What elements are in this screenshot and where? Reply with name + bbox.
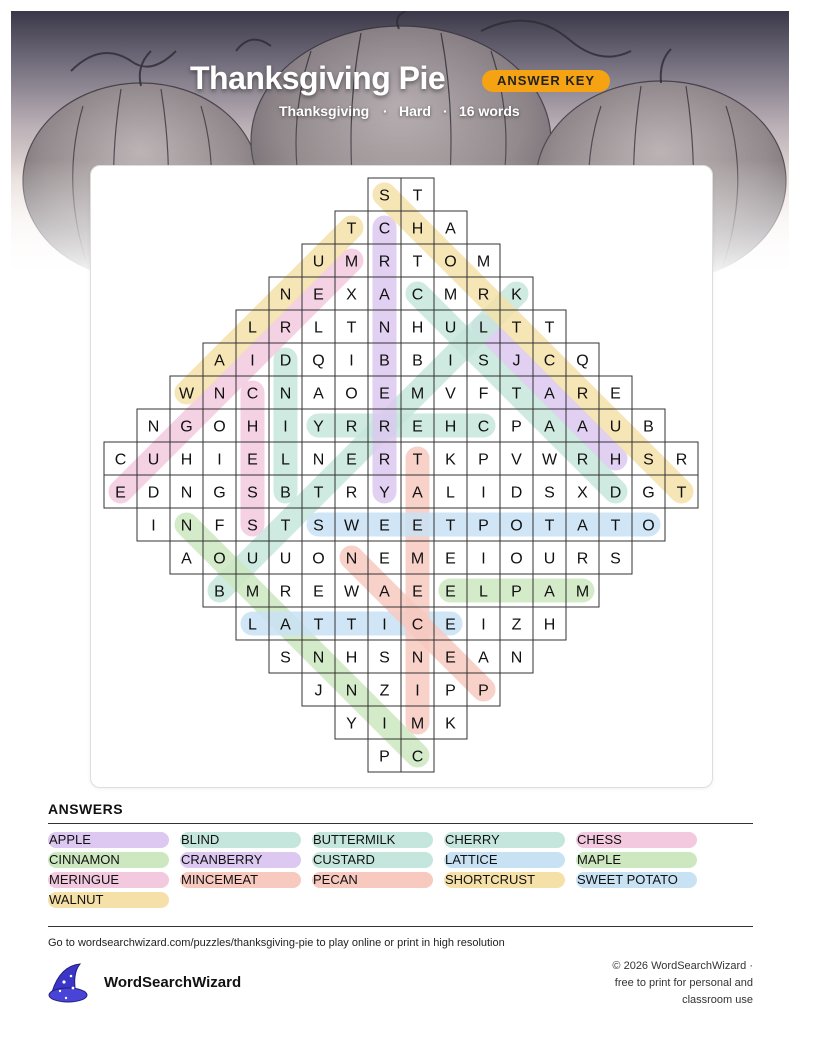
answer-word: WALNUT [48, 892, 169, 908]
grid-letter: F [214, 517, 225, 535]
grid-letter: T [412, 253, 423, 271]
grid-letter: B [280, 484, 291, 502]
grid-letter: S [610, 550, 621, 568]
grid-letter: C [543, 352, 556, 370]
grid-letter: U [279, 550, 292, 568]
grid-letter: R [576, 451, 589, 469]
grid-letter: I [382, 715, 387, 733]
grid-letter: K [511, 286, 522, 304]
answer-word: CUSTARD [312, 852, 433, 868]
grid-letter: R [378, 451, 391, 469]
grid-letter: A [379, 583, 390, 601]
footer-note: Go to wordsearchwizard.com/puzzles/thanksgiving-pie to play online or print in high resolution [48, 937, 505, 949]
grid-letter: T [544, 517, 555, 535]
answer-word: CRANBERRY [180, 852, 301, 868]
grid-letter: P [478, 517, 489, 535]
grid-letter: H [180, 451, 193, 469]
grid-letter: A [577, 418, 588, 436]
meta-word-count: 16 words [459, 103, 520, 119]
grid-letter: L [479, 319, 488, 337]
grid-letter: N [180, 484, 193, 502]
answer-word: BLIND [180, 832, 301, 848]
grid-letter: A [544, 418, 555, 436]
grid-letter: R [378, 418, 391, 436]
grid-letter: N [279, 385, 292, 403]
grid-letter: U [543, 550, 556, 568]
grid-letter: E [412, 517, 423, 535]
grid-letter: A [313, 385, 324, 403]
grid-letter: S [643, 451, 654, 469]
grid-letter: Y [346, 715, 357, 733]
answer-word: LATTICE [444, 852, 565, 868]
answer-word: APPLE [48, 832, 169, 848]
grid-letter: N [312, 649, 325, 667]
grid-letter: M [410, 715, 425, 733]
grid-letter: A [412, 484, 423, 502]
grid-letter: B [379, 352, 390, 370]
grid-letter: U [609, 418, 622, 436]
grid-letter: P [511, 418, 522, 436]
grid-letter: N [510, 649, 523, 667]
grid-letter: Z [379, 682, 390, 700]
grid-letter: A [544, 385, 555, 403]
grid-letter: H [246, 418, 259, 436]
grid-letter: J [512, 352, 521, 370]
answer-word: MINCEMEAT [180, 872, 301, 888]
grid-letter: E [445, 649, 456, 667]
grid-letter: T [280, 517, 291, 535]
grid-letter: N [213, 385, 226, 403]
grid-letter: M [245, 583, 260, 601]
grid-letter: M [575, 583, 590, 601]
answer-word: CHESS [576, 832, 697, 848]
grid-letter: Q [312, 352, 325, 370]
meta-separator: · [443, 103, 448, 119]
grid-letter: A [379, 286, 390, 304]
grid-letter: I [217, 451, 222, 469]
grid-letter: C [411, 616, 424, 634]
grid-letter: W [541, 451, 558, 469]
grid-letter: T [313, 616, 324, 634]
grid-letter: T [610, 517, 621, 535]
grid-letter: E [445, 616, 456, 634]
copyright-line: © 2026 WordSearchWizard · [612, 960, 753, 972]
grid-letter: S [379, 187, 390, 205]
grid-letter: N [180, 517, 193, 535]
answer-word: CINNAMON [48, 852, 169, 868]
grid-letter: H [411, 220, 424, 238]
answer-word: MERINGUE [48, 872, 169, 888]
grid-letter: R [576, 385, 589, 403]
grid-letter: P [478, 451, 489, 469]
grid-letter: S [478, 352, 489, 370]
grid-letter: O [444, 253, 457, 271]
grid-letter: Y [313, 418, 324, 436]
grid-letter: T [313, 484, 324, 502]
grid-letter: R [576, 550, 589, 568]
grid-letter: R [279, 583, 292, 601]
grid-letter: M [410, 550, 425, 568]
grid-letter: R [675, 451, 688, 469]
grid-letter: E [445, 550, 456, 568]
grid-letter: G [180, 418, 193, 436]
grid-letter: P [379, 748, 390, 766]
grid-letter: X [346, 286, 357, 304]
grid-letter: P [511, 583, 522, 601]
grid-letter: D [510, 484, 523, 502]
grid-letter: I [250, 352, 255, 370]
grid-letter: N [312, 451, 325, 469]
grid-letter: A [181, 550, 192, 568]
grid-letter: I [283, 418, 288, 436]
grid-letter: H [345, 649, 358, 667]
grid-letter: E [445, 583, 456, 601]
grid-letter: X [577, 484, 588, 502]
grid-letter: I [415, 682, 420, 700]
grid-letter: P [445, 682, 456, 700]
answer-key-badge: ANSWER KEY [482, 70, 610, 92]
answer-word: SHORTCRUST [444, 872, 565, 888]
grid-letter: I [382, 616, 387, 634]
grid-letter: E [115, 484, 126, 502]
grid-letter: B [643, 418, 654, 436]
grid-letter: I [481, 550, 486, 568]
grid-letter: B [214, 583, 225, 601]
grid-letter: N [345, 550, 358, 568]
answers-heading: ANSWERS [48, 801, 124, 817]
grid-letter: I [349, 352, 354, 370]
grid-letter: A [214, 352, 225, 370]
grid-letter: T [412, 451, 423, 469]
grid-letter: C [114, 451, 127, 469]
grid-letter: V [445, 385, 456, 403]
grid-letter: B [412, 352, 423, 370]
grid-letter: C [477, 418, 490, 436]
answer-word: CHERRY [444, 832, 565, 848]
grid-letter: N [147, 418, 160, 436]
grid-letter: E [610, 385, 621, 403]
grid-letter: E [379, 517, 390, 535]
grid-letter: A [478, 649, 489, 667]
grid-letter: R [378, 253, 391, 271]
grid-letter: L [248, 319, 257, 337]
grid-letter: K [445, 715, 456, 733]
grid-letter: H [609, 451, 622, 469]
grid-letter: N [345, 682, 358, 700]
grid-letter: S [247, 517, 258, 535]
grid-letter: V [511, 451, 522, 469]
grid-letter: M [443, 286, 458, 304]
grid-letter: G [213, 484, 226, 502]
grid-letter: E [313, 583, 324, 601]
grid-letter: D [147, 484, 160, 502]
grid-letter: Y [379, 484, 390, 502]
grid-letter: S [313, 517, 324, 535]
brand-name: WordSearchWizard [104, 974, 242, 991]
divider [48, 823, 753, 824]
grid-letter: G [642, 484, 655, 502]
grid-letter: O [510, 550, 523, 568]
grid-letter: U [312, 253, 325, 271]
grid-letter: R [345, 484, 358, 502]
grid-letter: R [345, 418, 358, 436]
grid-cells [104, 178, 698, 772]
grid-letter: D [279, 352, 292, 370]
grid-letter: T [346, 220, 357, 238]
grid-letter: L [281, 451, 290, 469]
grid-letter: L [446, 484, 455, 502]
grid-letter: E [346, 451, 357, 469]
grid-letter: T [445, 517, 456, 535]
grid-letter: N [378, 319, 391, 337]
grid-letter: W [343, 517, 360, 535]
grid-letter: T [346, 319, 357, 337]
grid-letter: I [481, 616, 486, 634]
grid-letter: S [280, 649, 291, 667]
grid-letter: C [411, 748, 424, 766]
answer-word: MAPLE [576, 852, 697, 868]
meta-difficulty: Hard [399, 103, 431, 119]
grid-letter: O [312, 550, 325, 568]
grid-letter: L [314, 319, 323, 337]
grid-letter: L [248, 616, 257, 634]
answer-word: PECAN [312, 872, 433, 888]
grid-letter: T [346, 616, 357, 634]
grid-letter: I [448, 352, 453, 370]
grid-letter: O [642, 517, 655, 535]
grid-letter: M [410, 385, 425, 403]
grid-letter: M [476, 253, 491, 271]
grid-letter: S [544, 484, 555, 502]
grid-letter: E [412, 418, 423, 436]
copyright-notice [560, 958, 753, 1009]
copyright-line: classroom use [682, 994, 753, 1006]
grid-letter: P [478, 682, 489, 700]
grid-letter: T [412, 187, 423, 205]
grid-letter: M [344, 253, 359, 271]
grid-letter: S [247, 484, 258, 502]
grid-letter: R [279, 319, 292, 337]
grid-letter: K [445, 451, 456, 469]
grid-letter: E [247, 451, 258, 469]
grid-letter: L [479, 583, 488, 601]
grid-letter: T [544, 319, 555, 337]
answer-word: BUTTERMILK [312, 832, 433, 848]
grid-letter: N [411, 649, 424, 667]
grid-letter: H [543, 616, 556, 634]
grid-letter: E [313, 286, 324, 304]
grid-letter: C [246, 385, 259, 403]
grid-letter: T [511, 319, 522, 337]
meta-separator: · [383, 103, 388, 119]
grid-letter: R [477, 286, 490, 304]
grid-letter: O [213, 418, 226, 436]
grid-letter: D [609, 484, 622, 502]
answer-word: SWEET POTATO [576, 872, 697, 888]
grid-letter: H [444, 418, 457, 436]
grid-letter: I [151, 517, 156, 535]
puzzle-title: Thanksgiving Pie [190, 60, 446, 96]
grid-letter: E [412, 583, 423, 601]
grid-letter: U [444, 319, 457, 337]
grid-letter: A [280, 616, 291, 634]
grid-letter: C [411, 286, 424, 304]
grid-letter: H [411, 319, 424, 337]
grid-letter: A [577, 517, 588, 535]
grid-letter: O [213, 550, 226, 568]
grid-letter: O [510, 517, 523, 535]
grid-letter: W [178, 385, 195, 403]
grid-letter: Z [511, 616, 522, 634]
grid-letter: W [343, 583, 360, 601]
grid-letter: J [314, 682, 323, 700]
grid-letter: C [378, 220, 391, 238]
grid-letter: T [676, 484, 687, 502]
grid-letter: U [147, 451, 160, 469]
meta-category: Thanksgiving [279, 103, 370, 119]
copyright-line: free to print for personal and [614, 977, 753, 989]
grid-letter: F [478, 385, 489, 403]
grid-letter: O [345, 385, 358, 403]
grid-letter: Q [576, 352, 589, 370]
grid-letter: E [379, 550, 390, 568]
grid-letter: A [445, 220, 456, 238]
grid-letter: N [279, 286, 292, 304]
grid-letter: U [246, 550, 259, 568]
grid-letter: A [544, 583, 555, 601]
grid-letter: E [379, 385, 390, 403]
grid-letter: S [379, 649, 390, 667]
grid-letter: I [481, 484, 486, 502]
grid-letter: T [511, 385, 522, 403]
wizard-hat-icon [46, 962, 94, 1006]
divider [48, 926, 753, 927]
